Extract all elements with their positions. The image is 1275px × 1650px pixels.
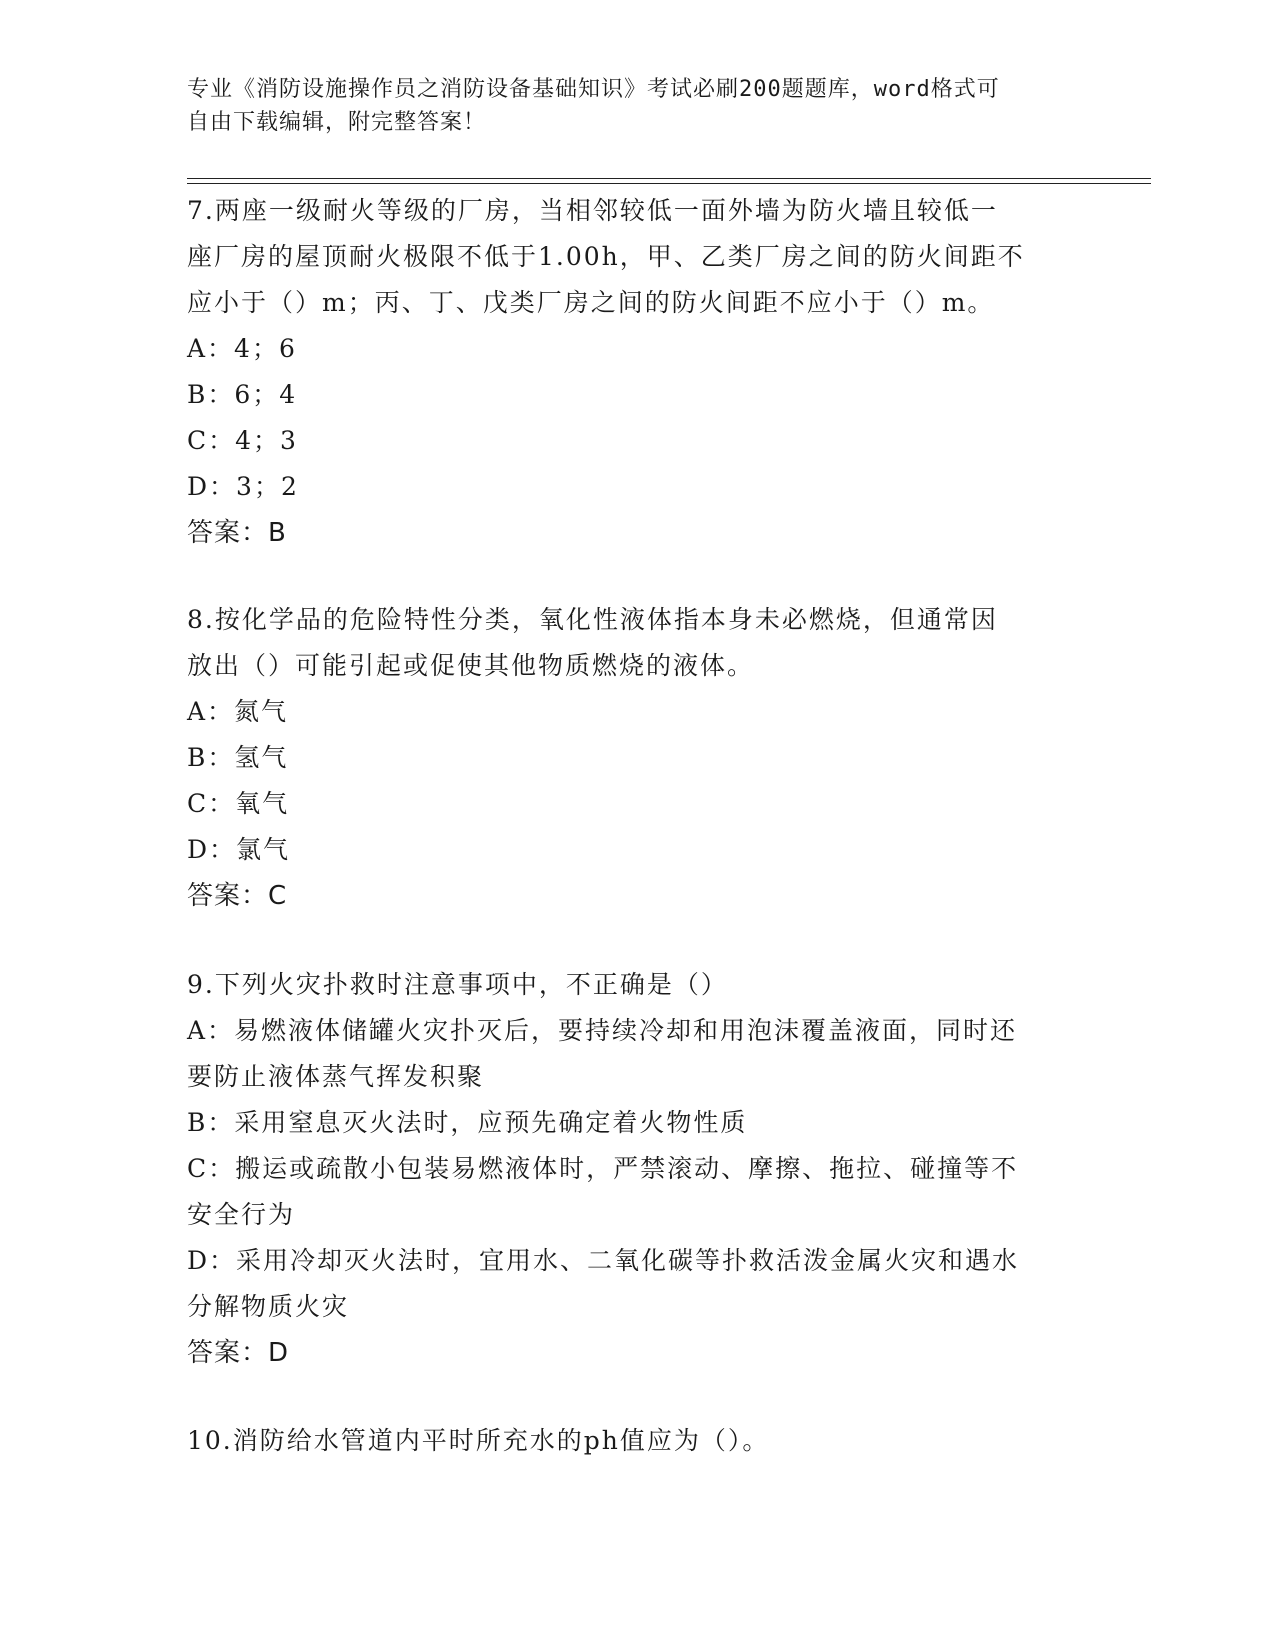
- question-8-line-1: 8.按化学品的危险特性分类，氧化性液体指本身未必燃烧，但通常因: [187, 605, 998, 634]
- question-7-line-2: 座厂房的屋顶耐火极限不低于1.00h，甲、乙类厂房之间的防火间距不: [187, 242, 1025, 271]
- question-9-option-c-line-1: C：搬运或疏散小包装易燃液体时，严禁滚动、摩擦、拖拉、碰撞等不: [187, 1154, 1019, 1183]
- question-7-option-c: C：4；3: [187, 426, 298, 455]
- question-7-answer: 答案：B: [187, 518, 287, 548]
- document-header: [187, 73, 1067, 139]
- header-line-1: 专业《消防设施操作员之消防设备基础知识》考试必刷200题题库，word格式可: [187, 77, 1000, 102]
- header-divider-bottom: [187, 183, 1151, 184]
- question-10-line-1: 10.消防给水管道内平时所充水的ph值应为（）。: [187, 1426, 770, 1455]
- question-9-line-1: 9.下列火灾扑救时注意事项中，不正确是（）: [187, 970, 728, 999]
- question-8-option-c: C：氧气: [187, 789, 290, 818]
- question-9-option-a-line-2: 要防止液体蒸气挥发积聚: [187, 1062, 485, 1091]
- question-7-option-a: A：4；6: [187, 334, 297, 363]
- question-9: [187, 962, 1087, 1376]
- question-9-option-c-line-2: 安全行为: [187, 1200, 296, 1229]
- question-7-line-3: 应小于（）m；丙、丁、戊类厂房之间的防火间距不应小于（）m。: [187, 288, 995, 317]
- question-9-answer: 答案：D: [187, 1338, 290, 1368]
- question-8-answer: 答案：C: [187, 881, 288, 911]
- question-7: [187, 188, 1087, 556]
- question-10: [187, 1418, 1087, 1464]
- header-divider-top: [187, 178, 1151, 179]
- question-9-option-d-line-1: D：采用冷却灭火法时，宜用水、二氧化碳等扑救活泼金属火灾和遇水: [187, 1246, 1020, 1275]
- question-9-option-a-line-1: A：易燃液体储罐火灾扑灭后，要持续冷却和用泡沫覆盖液面，同时还: [187, 1016, 1018, 1045]
- question-7-option-d: D：3；2: [187, 472, 299, 501]
- question-8: [187, 597, 1087, 919]
- question-8-line-2: 放出（）可能引起或促使其他物质燃烧的液体。: [187, 651, 755, 680]
- question-9-option-d-line-2: 分解物质火灾: [187, 1292, 350, 1321]
- header-line-2: 自由下载编辑，附完整答案！: [187, 110, 487, 135]
- question-8-option-b: B：氢气: [187, 743, 289, 772]
- question-8-option-d: D：氯气: [187, 835, 291, 864]
- question-8-option-a: A：氮气: [187, 697, 289, 726]
- question-9-option-b: B：采用窒息灭火法时，应预先确定着火物性质: [187, 1108, 748, 1137]
- question-7-option-b: B：6；4: [187, 380, 298, 409]
- question-7-line-1: 7.两座一级耐火等级的厂房，当相邻较低一面外墙为防火墙且较低一: [187, 196, 998, 225]
